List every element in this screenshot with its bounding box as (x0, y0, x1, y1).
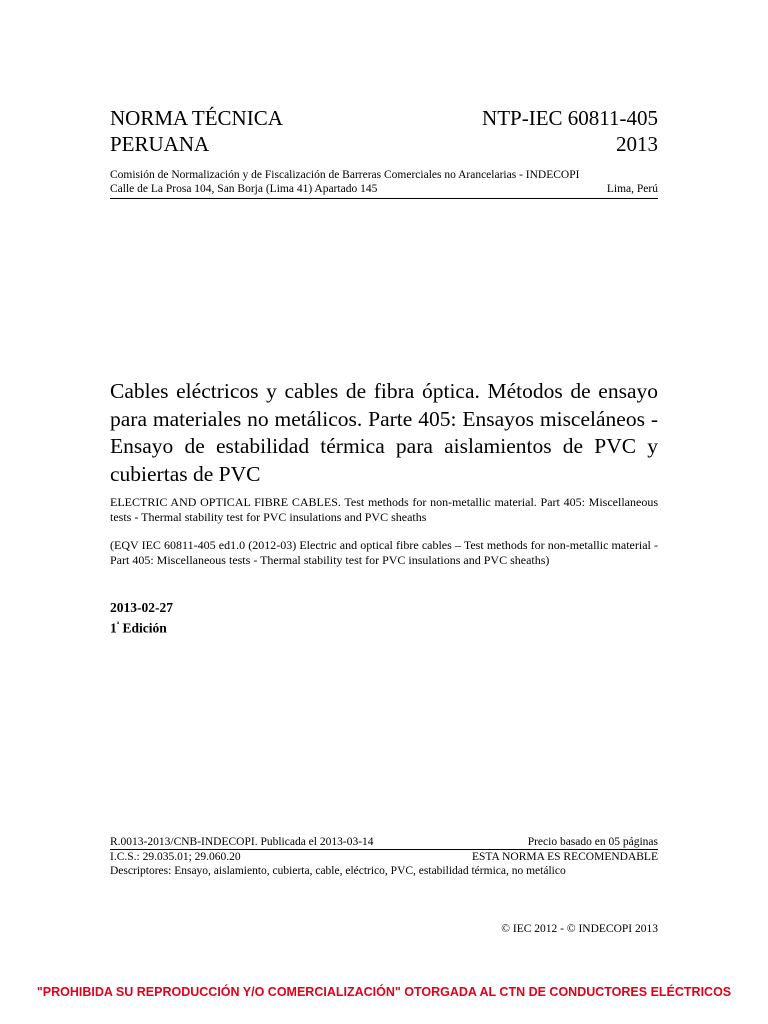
header-divider (110, 198, 658, 199)
edition-date: 2013-02-27 (110, 600, 173, 615)
standard-type-heading (110, 105, 283, 157)
standard-code: NTP-IEC 60811-405 (482, 106, 658, 130)
edition-suffix: ª (116, 620, 120, 629)
ics-code: I.C.S.: 29.035.01; 29.060.20 (110, 851, 241, 863)
price-text: Precio basado en 05 páginas (527, 836, 658, 848)
organization-address: Calle de La Prosa 104, San Borja (Lima 41) Apartado 145 (110, 183, 378, 195)
document-title-english: ELECTRIC AND OPTICAL FIBRE CABLES. Test methods for non-metallic material. Part 405: Miscellaneous tests - Thermal stability test for PVC insulations and PVC sheaths (110, 495, 658, 524)
recommendation-text: ESTA NORMA ES RECOMENDABLE (472, 851, 658, 863)
document-title-spanish: Cables eléctricos y cables de fibra óptica. Métodos de ensayo para materiales no metálicos. Parte 405: Ensayos misceláneos - Ensayo de estabilidad térmica para aislamientos de PVC y cubiertas de PVC (110, 379, 658, 486)
edition-block (110, 599, 173, 637)
edition-label: Edición (122, 620, 167, 636)
ics-row (110, 850, 658, 864)
descriptors: Descriptores: Ensayo, aislamiento, cubierta, cable, eléctrico, PVC, estabilidad térmica, no metálico (110, 865, 566, 877)
reproduction-warning: "PROHIBIDA SU REPRODUCCIÓN Y/O COMERCIALIZACIÓN" OTORGADA AL CTN DE CONDUCTORES ELÉCTRICOS (36, 985, 732, 999)
standard-type-line1: NORMA TÉCNICA (110, 106, 283, 130)
standard-year: 2013 (616, 132, 658, 156)
equivalence-note: (EQV IEC 60811-405 ed1.0 (2012-03) Electric and optical fibre cables – Test methods for non-metallic material - Part 405: Miscellaneous tests - Thermal stability test for PVC insulations and PVC sheaths) (110, 538, 658, 567)
edition-number: 1 (110, 620, 117, 636)
organization-city: Lima, Perú (606, 183, 658, 195)
organization-name: Comisión de Normalización y de Fiscalización de Barreras Comerciales no Arancelarias - INDECOPI (110, 169, 580, 181)
standard-type-line2: PERUANA (110, 132, 210, 156)
standard-code-heading (482, 105, 658, 157)
organization-address-row (110, 182, 658, 196)
copyright: © IEC 2012 - © INDECOPI 2013 (501, 923, 658, 935)
resolution-text: R.0013-2013/CNB-INDECOPI. Publicada el 2013-03-14 (110, 836, 374, 848)
edition-label-line (110, 616, 173, 637)
resolution-row (110, 835, 658, 849)
